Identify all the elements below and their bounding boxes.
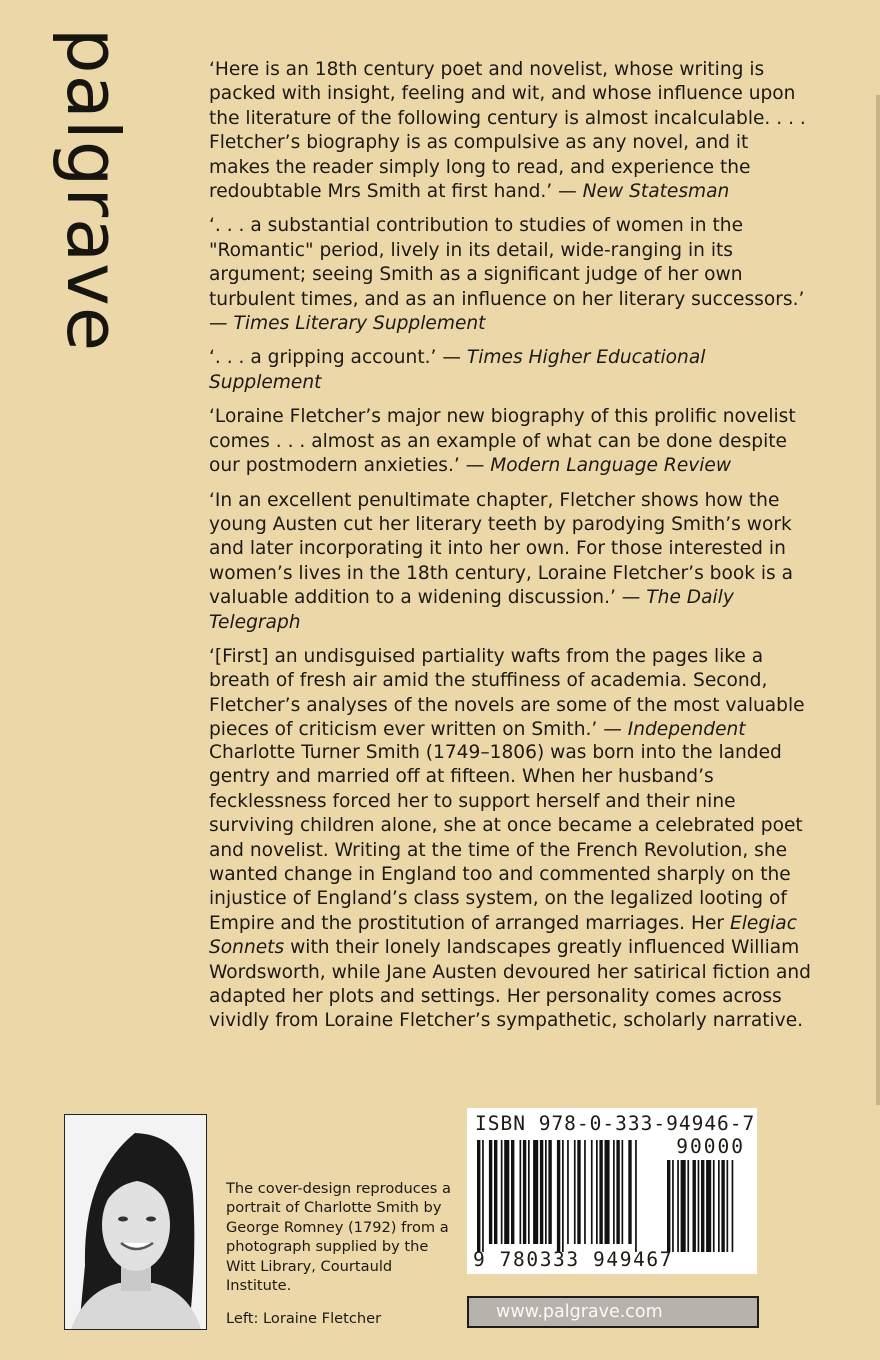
barcode-bar bbox=[591, 1140, 593, 1244]
isbn-barcode bbox=[467, 1108, 757, 1274]
barcode-bar bbox=[557, 1140, 560, 1252]
addon-bar bbox=[693, 1160, 696, 1252]
barcode-bar bbox=[599, 1140, 602, 1244]
addon-bar bbox=[721, 1160, 724, 1252]
barcode-bar bbox=[616, 1140, 619, 1244]
barcode-bar bbox=[574, 1140, 576, 1244]
barcode-bar bbox=[545, 1140, 547, 1244]
addon-bar bbox=[732, 1160, 734, 1252]
review-source: New Statesman bbox=[582, 181, 730, 203]
barcode-bar bbox=[501, 1140, 503, 1244]
review-quote bbox=[209, 405, 809, 478]
review-text: ‘. . . a substantial contribution to studies of women in the "Romantic" period, lively in its detail, wide-ranging in its argument; seeing Smith as a significant judge of her own turbulent times, and as an influence on her literary successors.’ — bbox=[209, 215, 805, 335]
book-description bbox=[209, 741, 819, 1034]
review-text: ‘Here is an 18th century poet and novelist, whose writing is packed with insight, feeling and wit, and whose influence upon the literature of the following century is almost incalculable. . . . Fletcher’s biography is as compulsive as any novel, and it makes the reader simply long to read, and experience the redoubtable Mrs Smith at first hand.’ — bbox=[209, 59, 806, 203]
author-photo bbox=[64, 1114, 207, 1330]
review-quote bbox=[209, 58, 809, 204]
blurb-book-title: Elegiac Sonnets bbox=[209, 912, 797, 959]
review-source: Times Higher Educational Supplement bbox=[209, 347, 706, 393]
isbn-label: ISBN 978-0-333-94946-7 bbox=[475, 1112, 756, 1135]
barcode-bar bbox=[628, 1140, 631, 1244]
barcode-bar bbox=[548, 1140, 551, 1244]
blurb-text-1: Charlotte Turner Smith (1749–1806) was born into the landed gentry and married off at fifteen. When her husband’s fecklessness forced her to support herself and their nine surviving children alone, she at once became a celebrated poet and novelist. Writing at the time of the French Revolution, she wanted change in England too and commented sharply on the injustice of England’s class system, on the legalized looting of Empire and the prostitution of arranged marriages. Her bbox=[209, 742, 803, 934]
review-source: The Daily Telegraph bbox=[209, 587, 734, 633]
barcode-bar bbox=[482, 1140, 484, 1252]
website-link[interactable]: www.palgrave.com bbox=[467, 1296, 759, 1328]
review-source: Modern Language Review bbox=[490, 455, 732, 477]
addon-bar bbox=[718, 1160, 720, 1252]
review-source: Times Literary Supplement bbox=[233, 313, 486, 335]
addon-bar bbox=[667, 1160, 670, 1252]
barcode-bar bbox=[584, 1140, 586, 1244]
barcode-bar bbox=[635, 1140, 637, 1252]
brand-name: palgrave bbox=[51, 27, 135, 353]
addon-bar bbox=[672, 1160, 674, 1252]
blurb-text-2: with their lonely landscapes greatly influenced William Wordsworth, while Jane Austen devoured her satirical fiction and adapted her plots and settings. Her personality comes across vividly from Loraine Fletcher’s sympathetic, scholarly narrative. bbox=[209, 937, 811, 1032]
barcode-bar bbox=[489, 1140, 492, 1244]
addon-bar bbox=[727, 1160, 729, 1252]
barcode-bar bbox=[504, 1140, 509, 1244]
barcode-bar bbox=[533, 1140, 538, 1244]
barcode-bar bbox=[520, 1140, 522, 1244]
barcode-bar bbox=[540, 1140, 543, 1244]
barcode-bar bbox=[596, 1140, 598, 1244]
palgrave-logo bbox=[28, 27, 158, 353]
barcode-bar bbox=[494, 1140, 497, 1244]
barcode-bar bbox=[477, 1140, 480, 1252]
barcode-bar bbox=[523, 1140, 526, 1244]
edge-shadow bbox=[876, 95, 880, 1105]
addon-bar bbox=[677, 1160, 679, 1252]
addon-bar bbox=[687, 1160, 689, 1252]
barcode-bar bbox=[605, 1140, 610, 1244]
review-source: Independent bbox=[627, 719, 746, 741]
barcode-bar bbox=[622, 1140, 624, 1244]
photo-credit: Left: Loraine Fletcher bbox=[226, 1310, 382, 1327]
review-quote bbox=[209, 214, 809, 336]
ean-digits: 9 780333 949467 bbox=[473, 1248, 674, 1271]
review-quote bbox=[209, 346, 809, 395]
addon-bar bbox=[698, 1160, 700, 1252]
review-text: ‘In an excellent penultimate chapter, Fletcher shows how the young Austen cut her literary teeth by parodying Smith’s work and later incorporating it into her own. For those interested in women’s lives in the 18th century, Loraine Fletcher’s book is a valuable addition to a widening discussion.’ — bbox=[209, 489, 794, 609]
barcode-bar bbox=[567, 1140, 569, 1244]
review-quote bbox=[209, 645, 809, 743]
addon-bar bbox=[706, 1160, 711, 1252]
cover-credit: The cover-design reproduces a portrait of Charlotte Smith by George Romney (1792) from a photograph supplied by the Witt Library, Courtauld Institute. bbox=[226, 1180, 451, 1295]
barcode-bar bbox=[528, 1140, 530, 1244]
barcode-bar bbox=[511, 1140, 514, 1244]
addon-bar bbox=[713, 1160, 715, 1252]
review-list bbox=[209, 58, 809, 753]
barcode-bar bbox=[613, 1140, 615, 1244]
addon-bar bbox=[701, 1160, 704, 1252]
barcode-bar bbox=[562, 1140, 564, 1252]
review-quote bbox=[209, 489, 809, 635]
review-text: ‘Loraine Fletcher’s major new biography of this prolific novelist comes . . . almost as an example of what can be done despite our postmodern anxieties.’ — bbox=[209, 406, 796, 477]
price-code: 90000 bbox=[676, 1135, 745, 1158]
author-portrait-image bbox=[65, 1115, 206, 1329]
barcode-bar bbox=[577, 1140, 580, 1244]
review-text: ‘[First] an undisguised partiality wafts from the pages like a breath of fresh air amid the stuffiness of academia. Second, Fletcher’s analyses of the novels are some of the most valuable pieces of criticism ever written on Smith.’ — bbox=[209, 645, 805, 741]
addon-bar bbox=[681, 1160, 686, 1252]
review-text: ‘. . . a gripping account.’ — bbox=[209, 347, 467, 369]
